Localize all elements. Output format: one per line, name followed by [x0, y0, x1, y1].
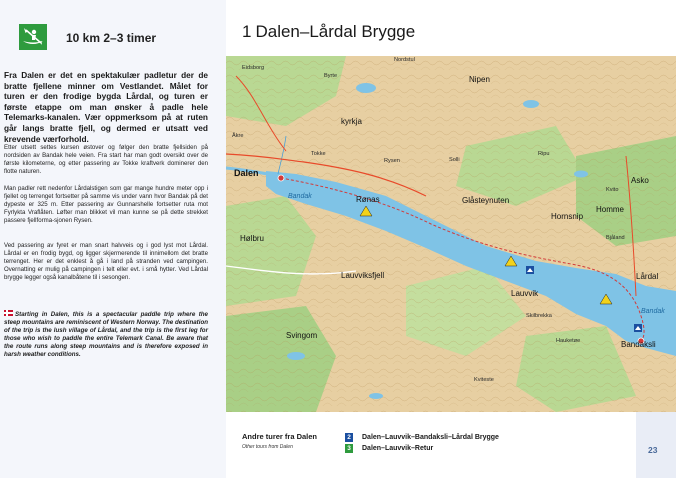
tour-link-2[interactable]	[345, 432, 499, 443]
intro-paragraph: Fra Dalen er det en spektakulær padletur der de bratte fjellene minner om Vestlandet. Målet for turen er den frodige bygda Lårdal, og turen er første etappe om man ønsker å padle hele Telemarks-kanalen. Vær oppmerksom på at ruten går langs bratte fjell, og dermed er utsatt ved krevende værforhold.	[4, 70, 208, 144]
english-summary	[4, 310, 208, 358]
route-map[interactable]	[226, 56, 676, 412]
page-number-box	[636, 412, 676, 478]
other-tours-panel	[226, 412, 636, 478]
label-lauvvik: Lauvvik	[511, 289, 539, 298]
route-title-text: Dalen–Lårdal Brygge	[255, 22, 416, 41]
small-lake	[574, 171, 588, 178]
start-marker	[278, 175, 284, 181]
end-marker	[638, 338, 644, 344]
label-ronas: Rønas	[356, 195, 380, 204]
label-svingom: Svingom	[286, 331, 318, 340]
kayak-icon	[19, 24, 47, 50]
route-paragraph-3: Ved passering av fyret er man snart halvveis og i god lyst mot Lårdal. Lårdal er en frodig bygd, og ligger skjermerende til innimellom det bratte terrenget. Her er det enklest å gå i land på stranden ved campingen. Overnatting er mulig på campingen i telt eller evt. i små hytter. Ved Lårdal brygge legger også kanalbåtene til i sesongen.	[4, 242, 208, 281]
label-nipen: Nipen	[469, 75, 490, 84]
label-nordstul: Nordstul	[394, 57, 415, 63]
route-paragraph-1: Etter utsett settes kursen østover og følger den bratte fjellsiden på nordsiden av Bandak hele veien. Fra start har man godt oversikt over de første kilometerne, og etter passering av Tokke kraftverk dominerer den flotte naturen.	[4, 144, 208, 175]
route-paragraph-2: Man padler rett nedenfor Lårdalstigen som gar mange hundre meter opp i fjellet og terrenget fortsetter på samme vis under vann hvor Bandak på det dypeste er 325 m. Etter passering av Gunnarshelle fortsetter ruta mot Fyrlykta Vraflåten. Løfter man blikket vil man kunne se på dette strekket passere fjellforma-sjonen Rysen.	[4, 185, 208, 224]
english-summary-text: Starting in Dalen, this is a spectacular paddle trip where the steep mountains are reminiscent of Western Norway. The destination of the trip is the lush village of Lårdal, and the trip is the first leg for those who wish to paddle the entire Telemark Canal. Be aware that the route runs along steep mountains and is therefore exposed in harsh weather conditions.	[4, 311, 208, 358]
small-lake	[356, 83, 376, 93]
other-tours-subtitle: Other tours from Dalen	[242, 444, 293, 450]
small-lake	[369, 393, 383, 399]
trip-header	[0, 22, 226, 52]
label-akre: Åkre	[232, 133, 244, 139]
tour-name: Dalen–Lauvvik–Bandaksli–Lårdal Brygge	[362, 434, 499, 441]
other-tours-list	[345, 432, 499, 454]
tour-link-3[interactable]	[345, 443, 499, 454]
label-skilbrekka: Skilbrekka	[526, 313, 552, 319]
label-hornsnip: Hornsnip	[551, 212, 584, 221]
label-asko: Asko	[631, 176, 649, 185]
tour-number-badge: 3	[345, 444, 353, 453]
page-number: 23	[648, 445, 658, 455]
label-kvito: Kvito	[606, 187, 619, 193]
other-tours-title: Andre turer fra Dalen	[242, 432, 318, 441]
label-kviteste: Kviteste	[474, 377, 494, 383]
label-dalen: Dalen	[234, 168, 259, 178]
label-solli: Solli	[449, 157, 460, 163]
small-lake	[523, 100, 539, 108]
label-glastetynuten: Glåsteynuten	[462, 196, 510, 205]
map-graphic	[226, 56, 676, 412]
label-bandak: Bandak	[288, 193, 312, 200]
description-column	[0, 0, 226, 478]
label-bjaland: Bjåland	[606, 235, 625, 241]
label-byrte: Byrte	[324, 73, 338, 79]
page-title	[242, 22, 415, 42]
label-rysen: Rysen	[384, 158, 400, 164]
label-ripu: Ripu	[538, 151, 550, 157]
label-eidsborg: Eidsborg	[242, 65, 265, 71]
route-number: 1	[242, 22, 252, 41]
label-hauketoe: Hauketøe	[556, 338, 581, 344]
label-lardal: Lårdal	[636, 272, 659, 281]
trip-distance-duration: 10 km 2–3 timer	[66, 31, 157, 45]
other-tours-heading	[242, 432, 317, 450]
label-bandak-east: Bandak	[641, 308, 665, 315]
tour-name: Dalen–Lauvvik–Retur	[362, 445, 434, 452]
label-homme: Homme	[596, 205, 625, 214]
tour-number-badge: 2	[345, 433, 353, 442]
label-tokke: Tokke	[311, 151, 326, 157]
label-lauvviksfjell: Lauvviksfjell	[341, 271, 385, 280]
label-bandaksli: Bandaksli	[621, 340, 656, 349]
small-lake	[287, 352, 305, 360]
label-holmbru: Hølbru	[240, 234, 265, 243]
uk-flag-icon	[4, 310, 13, 316]
label-kyrkja: kyrkja	[341, 117, 362, 126]
